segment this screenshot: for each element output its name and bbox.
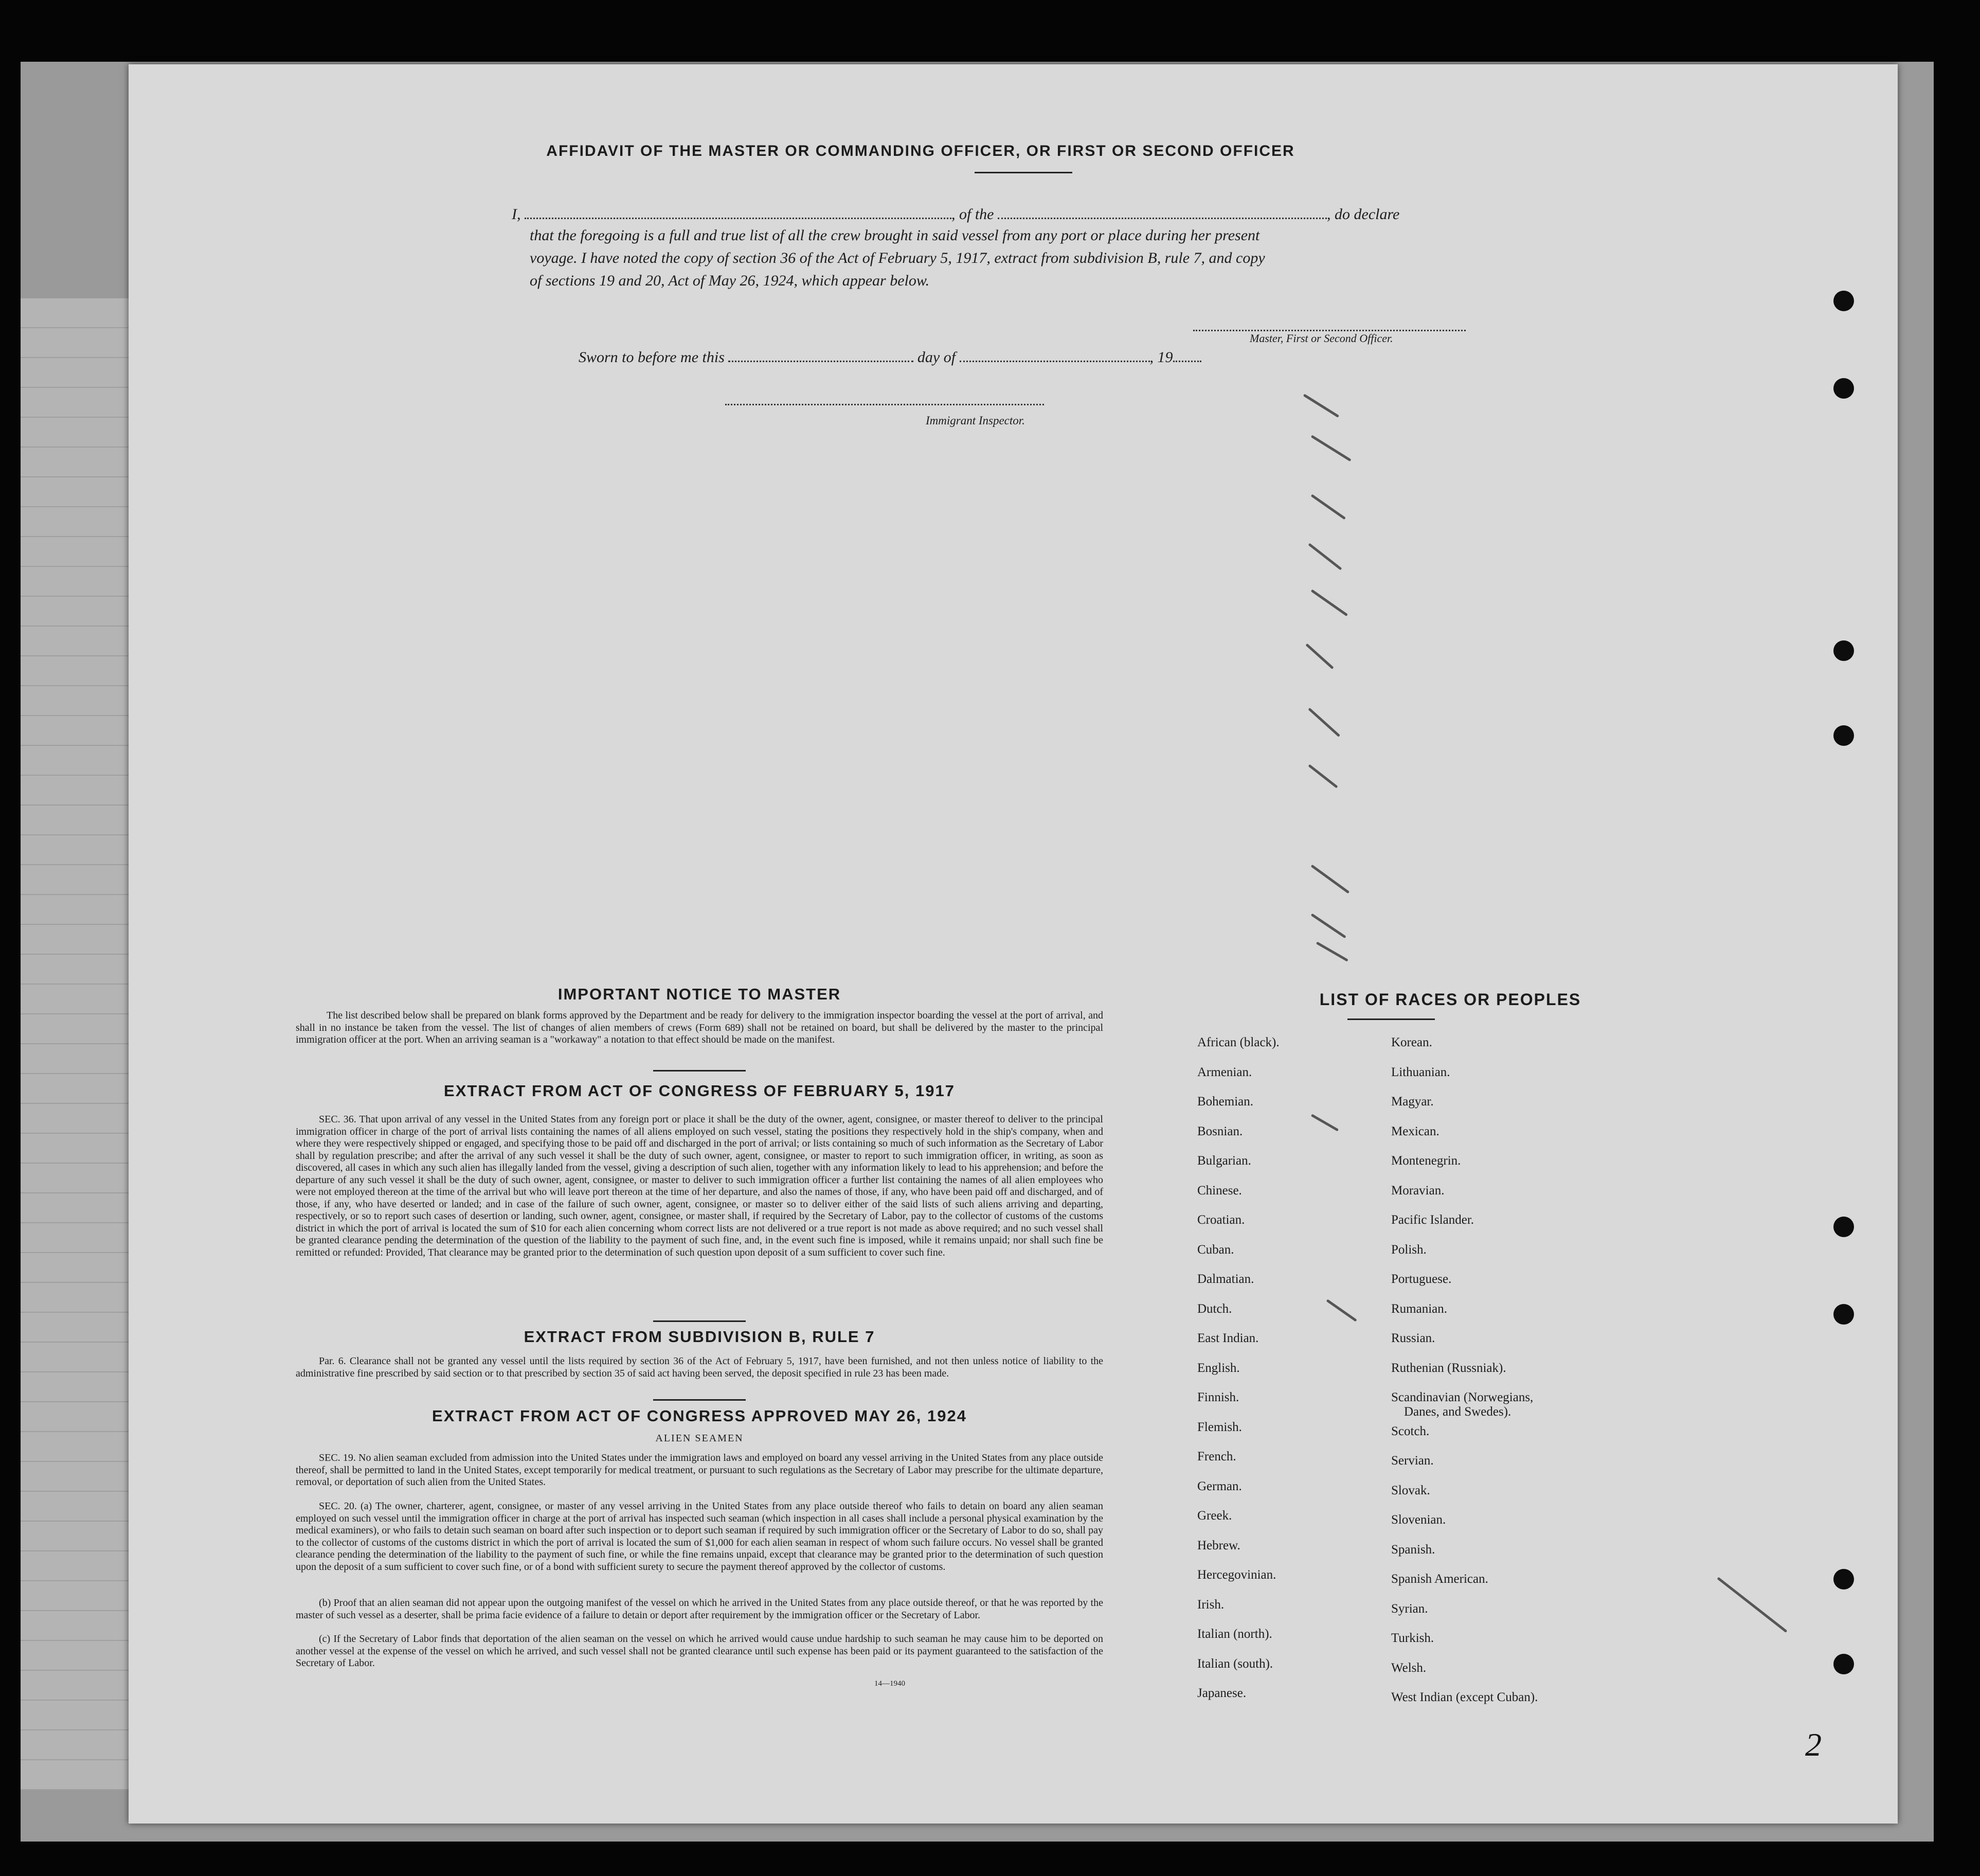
ruled-lines <box>21 298 144 1790</box>
i-label: I, <box>512 206 521 223</box>
race-item: Syrian. <box>1391 1601 1428 1616</box>
handwritten-tick-mark <box>1316 941 1348 961</box>
rule7-divider <box>653 1399 746 1401</box>
race-item: Croatian. <box>1197 1213 1245 1227</box>
race-item: West Indian (except Cuban). <box>1391 1690 1538 1704</box>
extract-1917-title: EXTRACT FROM ACT OF CONGRESS OF FEBRUARY 5, 1917 <box>444 1082 955 1100</box>
alien-seamen-subtitle: ALIEN SEAMEN <box>655 1433 744 1444</box>
handwritten-tick-mark <box>1311 494 1346 520</box>
extract-1917-text: SEC. 36. That upon arrival of any vessel in the United States from any foreign port or place it shall be the duty of the owner, agent, consignee, or master thereof to deliver to the principal immigration officer in charge of the port of arrival lists containing the names of all aliens employed on such vessel, stating the positions they respectively hold in the ship's company, when and where they were respectively shipped or engaged, and specifying those to be paid off and discharged in the port of arrival; or lists containing so much of such information as the Secretary of Labor shall by regulation prescribe; and after the arrival of any such vessel it shall be the duty of such owner, agent, consignee, or master to report to such immigration officer, in writing, as soon as discovered, all cases in which any such alien has illegally landed from the vessel, giving a description of such alien, together with any information likely to lead to his apprehension; and before the departure of any such vessel it shall be the duty of such owner, agent, consignee, or master to deliver to such immigration officer a further list containing the names of all alien employees who were not employed thereon at the time of the arrival but who will leave port thereon at the time of her departure, and also the names of those, if any, who have been paid off and discharged, and of those, if any, who have deserted or landed; and in case of the failure of such owner, agent, consignee, or master so to deliver either of the said lists of such aliens arriving and departing, respectively, or so to report such cases of desertion or landing, such owner, agent, consignee, or master shall, if required by the Secretary of Labor, pay to the collector of customs of the customs district in which the port of arrival is located the sum of $10 for each alien concerning whom correct lists are not delivered or a true report is not made as above required; and no such vessel shall be granted clearance pending the determination of the question of the liability to the payment of such fine, and, in the event such fine is imposed, while it remains unpaid; nor shall such fine be remitted or refunded: Provided, That clearance may be granted prior to the determination of such question upon deposit of a sum sufficient to cover such fine. <box>296 1114 1103 1258</box>
year-label: , 19 <box>1149 349 1173 366</box>
handwritten-tick-mark <box>1311 864 1350 894</box>
inspector-signature-line[interactable] <box>725 404 1044 405</box>
race-item: Lithuanian. <box>1391 1065 1450 1079</box>
binder-hole <box>1833 1304 1854 1325</box>
race-item: Scotch. <box>1391 1424 1430 1438</box>
race-item: Irish. <box>1197 1597 1225 1612</box>
binder-hole <box>1833 725 1854 746</box>
race-item: Bohemian. <box>1197 1095 1254 1109</box>
race-item: Slovenian. <box>1391 1513 1446 1527</box>
race-item: Hebrew. <box>1197 1538 1240 1552</box>
inspector-signature-label: Immigrant Inspector. <box>926 414 1025 427</box>
extract-1917-divider <box>653 1320 746 1322</box>
race-item: Dutch. <box>1197 1301 1232 1316</box>
rule7-title: EXTRACT FROM SUBDIVISION B, RULE 7 <box>524 1328 875 1346</box>
race-item: Cuban. <box>1197 1242 1234 1257</box>
race-item: Finnish. <box>1197 1390 1239 1404</box>
races-title: LIST OF RACES OR PEOPLES <box>1319 990 1581 1009</box>
sworn-month-field[interactable] <box>960 346 1150 362</box>
notice-title: IMPORTANT NOTICE TO MASTER <box>557 985 841 1003</box>
sec20a-text: SEC. 20. (a) The owner, charterer, agent, consignee, or master of any vessel arriving in the United States from any place outside thereof who fails to detain on board any alien seaman employed on such vessel until the immigration officer in charge at the port of arrival has inspected such seaman (which inspection in all cases shall include a personal physical examination by the medical examiners), or who fails to detain such seaman on board after such inspection or to deport such seaman if required by such immigration officer or the Secretary of Labor to do so, shall pay to the collector of customs of the customs district in which the port of arrival is located the sum of $1,000 for each alien seaman in respect of whom such failure occurs. No vessel shall be granted clearance pending the determination of the liability to the payment of such fine, or while the fine remains unpaid, except that clearance may be granted prior to the determination of such question upon the deposit of a sum sufficient to cover such fine, or of a bond with sufficient surety to secure the payment thereof approved by the collector of customs. <box>296 1500 1103 1573</box>
handwritten-tick-mark <box>1305 644 1334 670</box>
sworn-day-field[interactable] <box>728 346 913 362</box>
extract-1924-title: EXTRACT FROM ACT OF CONGRESS APPROVED MAY 26, 1924 <box>432 1407 967 1425</box>
of-the-label: , of the <box>951 206 994 223</box>
affidavit-line-4: of sections 19 and 20, Act of May 26, 1924, which appear below. <box>530 272 930 289</box>
race-item: Spanish American. <box>1391 1572 1488 1586</box>
binder-hole <box>1833 1569 1854 1589</box>
master-signature-label: Master, First or Second Officer. <box>1250 332 1393 345</box>
race-item: Bosnian. <box>1197 1124 1243 1138</box>
handwritten-tick-mark <box>1311 1114 1339 1131</box>
vessel-name-field[interactable] <box>998 203 1327 219</box>
notice-text: The list described below shall be prepared on blank forms approved by the Department and be ready for delivery to the immigration inspector boarding the vessel at the port of arrival, and shall in no instance be taken from the vessel. The list of changes of alien members of crews (Form 689) shall not be retained on board, but shall be delivered by the master to the principal immigration officer at the port. When an arriving seaman is a "workaway" a notation to that effect should be made on the manifest. <box>296 1010 1103 1045</box>
affidavit-line-1 <box>512 203 1641 223</box>
race-item: German. <box>1197 1479 1242 1493</box>
race-item: East Indian. <box>1197 1331 1259 1345</box>
race-item: English. <box>1197 1361 1240 1375</box>
form-number: 14—1940 <box>874 1680 905 1688</box>
race-item: Bulgarian. <box>1197 1154 1251 1168</box>
sec20b-text: (b) Proof that an alien seaman did not appear upon the outgoing manifest of the vessel on which he arrived in the United States from any place outside thereof, or that he was reported by the master of such vessel as a deserter, shall be prima facie evidence of a failure to detain or deport after requirement by the immigration officer or the Secretary of Labor. <box>296 1597 1103 1621</box>
binder-hole <box>1833 291 1854 311</box>
handwritten-tick-mark <box>1308 764 1338 789</box>
race-item: Magyar. <box>1391 1095 1434 1109</box>
handwritten-tick-mark <box>1311 435 1352 461</box>
sec20c-text: (c) If the Secretary of Labor finds that deportation of the alien seaman on the vessel on which he arrived would cause undue hardship to such seaman he may cause him to be deported on another vessel at the expense of the vessel on which he arrived, and such vessel shall not be granted clearance until such expense has been paid or its payment guaranteed to the satisfaction of the Secretary of Labor. <box>296 1633 1103 1669</box>
race-item: Montenegrin. <box>1391 1154 1461 1168</box>
race-item: Slovak. <box>1391 1483 1430 1497</box>
handwritten-tick-mark <box>1326 1299 1357 1321</box>
rule7-text: Par. 6. Clearance shall not be granted any vessel until the lists required by section 36 of the Act of February 5, 1917, have been furnished, and not then unless notice of liability to the administrative fine prescribed by said section or to that prescribed by section 35 of said act having been served, the deposit specified in rule 23 has been made. <box>296 1355 1103 1379</box>
race-item: Rumanian. <box>1391 1301 1448 1316</box>
handwritten-tick-mark <box>1308 708 1340 737</box>
race-item: Welsh. <box>1391 1660 1427 1675</box>
handwritten-stroke <box>1717 1577 1787 1633</box>
race-item: Moravian. <box>1391 1183 1445 1198</box>
race-item: French. <box>1197 1450 1236 1463</box>
race-item-continuation: Danes, and Swedes). <box>1404 1405 1511 1419</box>
sec19-text: SEC. 19. No alien seaman excluded from admission into the United States under the immigration laws and employed on board any vessel arriving in the United States from any place outside thereof, shall be permitted to land in the United States, except temporarily for medical treatment, or pursuant to such regulations as the Secretary of Labor may prescribe for the ultimate departure, removal, or deportation of such alien from the United States. <box>296 1452 1103 1488</box>
document-sheet <box>129 64 1898 1824</box>
affidavit-line-2: that the foregoing is a full and true list of all the crew brought in said vessel from any port or place during her present <box>530 227 1260 244</box>
race-item: Ruthenian (Russniak). <box>1391 1361 1506 1375</box>
race-item: Flemish. <box>1197 1420 1242 1434</box>
race-item: Hercegovinian. <box>1197 1568 1276 1582</box>
race-item: Russian. <box>1391 1331 1435 1345</box>
binder-hole <box>1833 378 1854 399</box>
sworn-line <box>579 346 1201 366</box>
handwritten-tick-mark <box>1303 394 1339 418</box>
race-item: Portuguese. <box>1391 1272 1452 1286</box>
notice-divider <box>653 1070 746 1071</box>
races-divider <box>1347 1019 1435 1020</box>
sworn-year-field[interactable] <box>1173 346 1201 362</box>
race-item: Korean. <box>1391 1035 1432 1049</box>
race-item: Turkish. <box>1391 1631 1434 1645</box>
handwritten-tick-mark <box>1311 913 1346 938</box>
binder-hole <box>1833 1654 1854 1674</box>
race-item: Mexican. <box>1391 1124 1439 1138</box>
race-item: Dalmatian. <box>1197 1272 1254 1286</box>
handwritten-tick-mark <box>1308 543 1342 570</box>
race-item: Polish. <box>1391 1242 1427 1257</box>
binder-hole <box>1833 640 1854 661</box>
master-signature-line[interactable] <box>1193 330 1466 331</box>
title-underline <box>975 172 1072 173</box>
affidavit-line-3: voyage. I have noted the copy of section 36 of the Act of February 5, 1917, extract from subdivision B, rule 7, and copy <box>530 249 1265 266</box>
race-item: Spanish. <box>1391 1542 1435 1557</box>
race-item: Greek. <box>1197 1509 1232 1523</box>
race-item: Servian. <box>1391 1454 1434 1468</box>
race-item: African (black). <box>1197 1035 1280 1049</box>
sworn-to-label: Sworn to before me this <box>579 349 725 366</box>
race-item: Scandinavian (Norwegians, <box>1391 1390 1534 1404</box>
affidavit-title: AFFIDAVIT OF THE MASTER OR COMMANDING OFFICER, OR FIRST OR SECOND OFFICER <box>546 142 1295 159</box>
officer-name-field[interactable] <box>525 203 951 219</box>
binder-hole <box>1833 1217 1854 1237</box>
race-item: Italian (north). <box>1197 1627 1272 1641</box>
do-declare-label: , do declare <box>1327 206 1400 223</box>
day-of-label: day of <box>917 349 956 366</box>
handwritten-tick-mark <box>1311 589 1348 616</box>
race-item: Japanese. <box>1197 1686 1247 1700</box>
race-item: Chinese. <box>1197 1183 1242 1198</box>
race-item: Armenian. <box>1197 1065 1252 1079</box>
handwritten-page-number: 2 <box>1805 1726 1822 1763</box>
race-item: Pacific Islander. <box>1391 1213 1474 1227</box>
race-item: Italian (south). <box>1197 1656 1273 1671</box>
